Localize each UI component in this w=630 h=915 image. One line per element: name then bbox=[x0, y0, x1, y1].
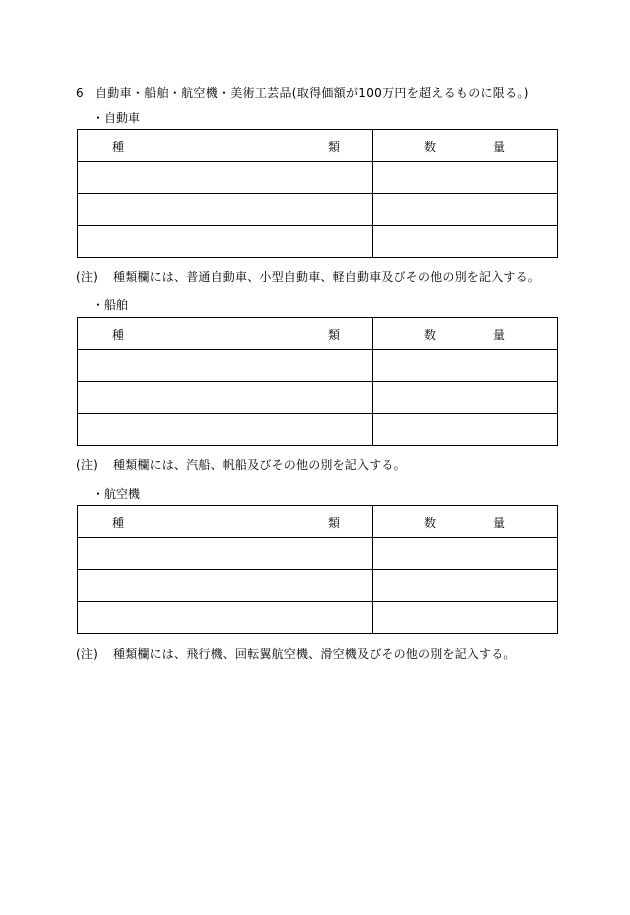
automobile-table bbox=[77, 129, 558, 258]
quantity-cell[interactable] bbox=[373, 226, 558, 258]
quantity-cell[interactable] bbox=[373, 570, 558, 602]
table-row bbox=[78, 194, 558, 226]
note-aircraft: (注) 種類欄には、飛行機、回転翼航空機、滑空機及びその他の別を記入する。 bbox=[76, 647, 516, 661]
table-row bbox=[78, 382, 558, 414]
table-row bbox=[78, 414, 558, 446]
quantity-cell[interactable] bbox=[373, 194, 558, 226]
type-cell[interactable] bbox=[78, 602, 373, 634]
quantity-cell[interactable] bbox=[373, 382, 558, 414]
section-title: 自動車・船舶・航空機・美術工芸品(取得価額が100万円を超えるものに限る。) bbox=[95, 86, 529, 100]
type-cell[interactable] bbox=[78, 382, 373, 414]
column-header-type: 種 類 bbox=[78, 318, 373, 350]
table-row bbox=[78, 350, 558, 382]
table-row bbox=[78, 538, 558, 570]
table-row bbox=[78, 570, 558, 602]
subsection-label-automobile: ・自動車 bbox=[92, 111, 141, 125]
section-number: 6 bbox=[76, 86, 84, 100]
aircraft-table bbox=[77, 505, 558, 634]
section-heading bbox=[76, 84, 529, 101]
quantity-cell[interactable] bbox=[373, 162, 558, 194]
note-automobile: (注) 種類欄には、普通自動車、小型自動車、軽自動車及びその他の別を記入する。 bbox=[76, 270, 541, 284]
type-cell[interactable] bbox=[78, 414, 373, 446]
table-header-row bbox=[78, 318, 558, 350]
quantity-cell[interactable] bbox=[373, 538, 558, 570]
type-cell[interactable] bbox=[78, 538, 373, 570]
column-header-quantity: 数 量 bbox=[373, 318, 558, 350]
table-row bbox=[78, 602, 558, 634]
type-cell[interactable] bbox=[78, 162, 373, 194]
quantity-cell[interactable] bbox=[373, 414, 558, 446]
column-header-type: 種 類 bbox=[78, 506, 373, 538]
type-cell[interactable] bbox=[78, 194, 373, 226]
subsection-label-ship: ・船舶 bbox=[92, 298, 129, 312]
ship-table bbox=[77, 317, 558, 446]
table-row bbox=[78, 162, 558, 194]
subsection-label-aircraft: ・航空機 bbox=[92, 487, 141, 501]
quantity-cell[interactable] bbox=[373, 602, 558, 634]
column-header-quantity: 数 量 bbox=[373, 506, 558, 538]
table-header-row bbox=[78, 130, 558, 162]
type-cell[interactable] bbox=[78, 570, 373, 602]
column-header-type: 種 類 bbox=[78, 130, 373, 162]
note-ship: (注) 種類欄には、汽船、帆船及びその他の別を記入する。 bbox=[76, 458, 406, 472]
table-header-row bbox=[78, 506, 558, 538]
type-cell[interactable] bbox=[78, 226, 373, 258]
column-header-quantity: 数 量 bbox=[373, 130, 558, 162]
quantity-cell[interactable] bbox=[373, 350, 558, 382]
type-cell[interactable] bbox=[78, 350, 373, 382]
table-row bbox=[78, 226, 558, 258]
